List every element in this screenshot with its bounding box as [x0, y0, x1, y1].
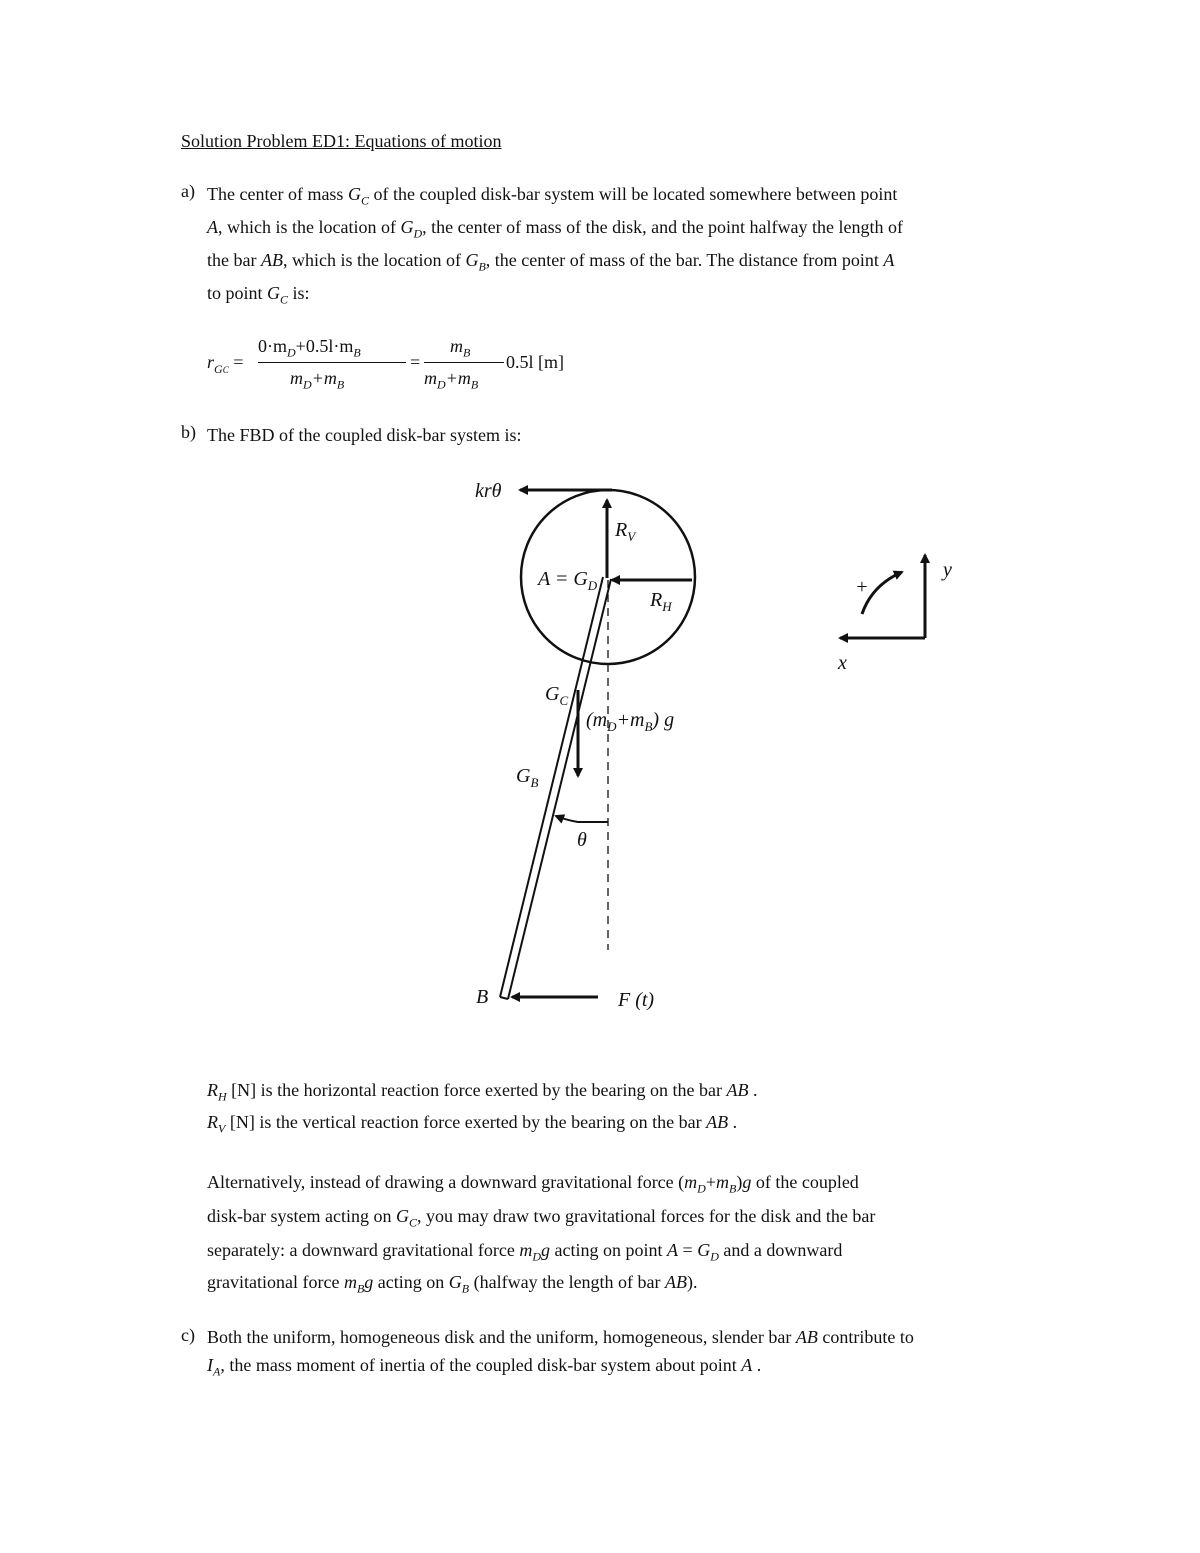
gc-label: $G_C$: [545, 683, 569, 708]
part-b-line-1: The FBD of the coupled disk-bar system is:: [207, 425, 522, 445]
alt-line-2: disk-bar system acting on $G_C$, you may draw two gravitational forces for the disk and the bar: [207, 1206, 876, 1230]
part-b-label: b): [181, 422, 196, 442]
part-a-line-3: the bar AB, which is the location of $G_B$, the center of mass of the bar. The distance from point A: [207, 250, 895, 274]
part-a-line-4: to point $G_C$ is:: [207, 283, 310, 307]
gb-label: $G_B$: [516, 765, 539, 790]
rh-description: $R_H$ [N] is the horizontal reaction force exerted by the bearing on the bar AB .: [207, 1080, 758, 1104]
theta-label: θ: [577, 829, 587, 851]
alt-line-3: separately: a downward gravitational force $m_Dg$ acting on point $A = G_D$ and a downward: [207, 1240, 843, 1264]
bar-right-edge: [508, 579, 611, 999]
theta-arrow: [556, 816, 608, 822]
alt-line-1: Alternatively, instead of drawing a downward gravitational force $(m_D+m_B)g$ of the coupled: [207, 1172, 859, 1196]
y-axis-label: y: [943, 559, 952, 581]
plus-sign: +: [855, 576, 869, 598]
part-c-line-1: Both the uniform, homogeneous disk and the uniform, homogeneous, slender bar AB contribute to: [207, 1327, 914, 1347]
bar-end-cap: [500, 997, 508, 999]
equation-equals: =: [410, 352, 421, 372]
point-b-label: B: [476, 986, 489, 1008]
equation-tail: 0.5l [m]: [506, 352, 565, 372]
rh-label: $R_H$: [650, 589, 672, 614]
equation-numerator-2: $m_B$: [450, 336, 471, 360]
rv-label: $R_V$: [615, 519, 636, 544]
a-gd-label: $A = G_D$: [538, 568, 598, 593]
part-a-label: a): [181, 181, 195, 201]
page-title: Solution Problem ED1: Equations of motion: [181, 131, 502, 151]
equation-denominator-1: $m_D+m_B$: [290, 368, 345, 392]
equation-lhs: $r_{GC}$ =: [207, 352, 244, 376]
applied-force-label: F (t): [618, 989, 655, 1011]
bar-left-edge: [500, 577, 603, 997]
x-axis-label: x: [838, 652, 847, 674]
part-c-label: c): [181, 1325, 195, 1345]
equation-numerator-1: $0\cdot m_D+0.5l\cdot m_B$: [258, 336, 361, 360]
part-c-line-2: $I_A$, the mass moment of inertia of the coupled disk-bar system about point A .: [207, 1355, 762, 1379]
equation-denominator-2: $m_D+m_B$: [424, 368, 479, 392]
rv-description: $R_V$ [N] is the vertical reaction force exerted by the bearing on the bar AB .: [207, 1112, 738, 1136]
spring-force-label: krθ: [475, 480, 502, 502]
part-a-line-2: A, which is the location of $G_D$, the center of mass of the disk, and the point halfway the length of: [207, 217, 904, 241]
alt-line-4: gravitational force $m_Bg$ acting on $G_B$ (halfway the length of bar AB).: [207, 1272, 698, 1296]
weight-label: $(m_D+m_B)$ g: [586, 709, 675, 734]
part-a-line-1: The center of mass $G_C$ of the coupled disk-bar system will be located somewhere between point: [207, 184, 898, 208]
